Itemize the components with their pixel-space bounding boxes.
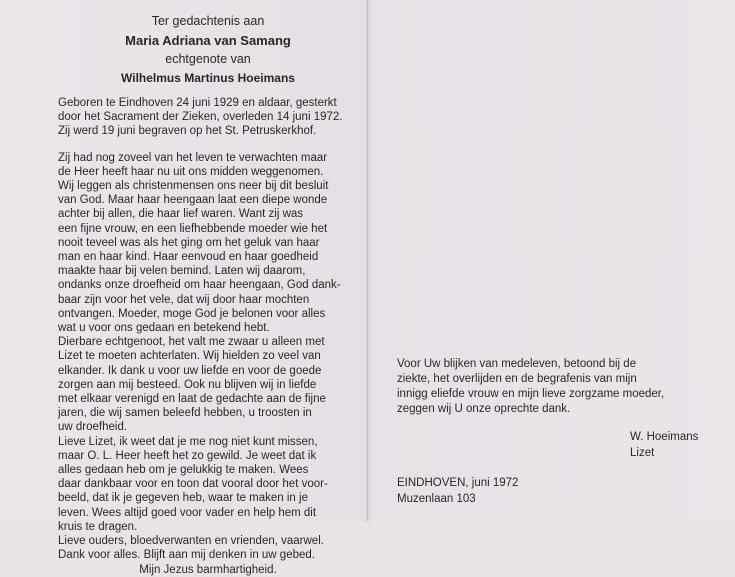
body-line: de Heer heeft haar nu uit ons midden weggenomen. — [58, 165, 324, 178]
body-line: Zij had nog zoveel van het leven te verwachten maar — [58, 151, 328, 164]
body-line: kruis te dragen. — [58, 520, 138, 533]
body-line: achter bij allen, die haar lief waren. Want zij was — [58, 208, 304, 221]
body-line: van God. Maar haar heengaan laat een diepe wonde — [58, 194, 328, 207]
place-date-block — [397, 475, 518, 507]
address: Muzenlaan 103 — [397, 493, 476, 505]
body-line: ontvangen. Moeder, moge God je belonen voor alles — [58, 307, 326, 320]
signature-name: Lizet — [630, 447, 655, 459]
body-line: Wij leggen als christenmensen ons neer bij dit besluit — [58, 180, 329, 193]
signature — [630, 429, 698, 461]
body-line: alles gedaan heb om je gelukkig te maken. Wees — [58, 464, 309, 477]
body-line: Lieve Lizet, ik weet dat je me nog niet kunt missen, — [58, 435, 318, 448]
memorial-text — [58, 151, 358, 577]
place-date: EINDHOVEN, juni 1972 — [397, 477, 519, 489]
deceased-name: Maria Adriana van Samang — [125, 33, 291, 48]
body-line: uw droefheid. — [58, 421, 128, 434]
card-header — [58, 12, 358, 88]
bio-paragraph — [58, 96, 358, 139]
bio-line: Zij werd 19 juni begraven op het St. Petruskerkhof. — [58, 125, 317, 138]
body-line: wat u voor ons gedaan en betekend hebt. — [58, 322, 270, 335]
body-line: man en haar kind. Haar eenvoud en haar goedheid — [58, 251, 319, 264]
spouse-name: Wilhelmus Martinus Hoeimans — [121, 71, 295, 85]
relation-text: echtgenote van — [165, 52, 251, 66]
thanks-line: Voor Uw blijken van medeleven, betoond bij de — [397, 358, 637, 370]
thanks-line: innigg eliefde vrouw en mijn lieve zorgzame moeder, — [397, 388, 665, 400]
closing-prayer: Mijn Jezus barmhartigheid. — [139, 563, 277, 576]
body-line: Lizet te moeten achterlaten. Wij hielden zo veel van — [58, 350, 321, 363]
intro-text: Ter gedachtenis aan — [151, 14, 265, 28]
thanks-paragraph — [397, 357, 717, 417]
body-line: zorgen aan mij besteed. Ook nu blijven wij in liefde — [58, 378, 317, 391]
body-line: Dank voor alles. Blijft aan mij denken in uw gebed. — [58, 549, 315, 562]
body-line: elkander. Ik dank u voor uw liefde en voor de goede — [58, 364, 322, 377]
thanks-line: zeggen wij U onze oprechte dank. — [397, 403, 571, 415]
body-line: jaren, die wij samen beleefd hebben, u troosten in — [58, 407, 312, 420]
card-fold — [367, 0, 368, 521]
body-line: ondanks onze droefheid om haar heengaan, God dank- — [58, 279, 341, 292]
body-line: leven. Wees altijd goed voor vader en help hem dit — [58, 506, 317, 519]
body-line: maar O. L. Heer heeft het zo gewild. Je weet dat ik — [58, 449, 317, 462]
bio-line: Geboren te Eindhoven 24 juni 1929 en aldaar, gesterkt — [58, 97, 337, 109]
left-panel — [58, 12, 358, 577]
body-line: Dierbare echtgenoot, het valt me zwaar u alleen met — [58, 336, 325, 349]
body-line: met elkaar verenigd en laat de gedachte aan de fijne — [58, 393, 326, 406]
body-line: Lieve ouders, bloedverwanten en vrienden, vaarwel. — [58, 535, 324, 548]
body-line: een fijne vrouw, en een liefhebbende moeder wie het — [58, 222, 328, 235]
signature-name: W. Hoeimans — [630, 431, 699, 443]
body-line: nooit teveel was als het ging om het geluk van haar — [58, 236, 320, 249]
thanks-line: ziekte, het overlijden en de begrafenis van mijn — [397, 373, 637, 385]
bio-line: door het Sacrament der Zieken, overleden 14 juni 1972. — [58, 111, 343, 124]
body-line: baar zijn voor het vele, dat wij door haar mochten — [58, 293, 310, 306]
body-line: daar dankbaar voor en toon dat vooral door het voor- — [58, 478, 328, 491]
body-line: beeld, dat ik je gegeven heb, waar te maken in je — [58, 492, 308, 505]
body-line: maakte haar bij velen bemind. Laten wij daarom, — [58, 265, 306, 278]
